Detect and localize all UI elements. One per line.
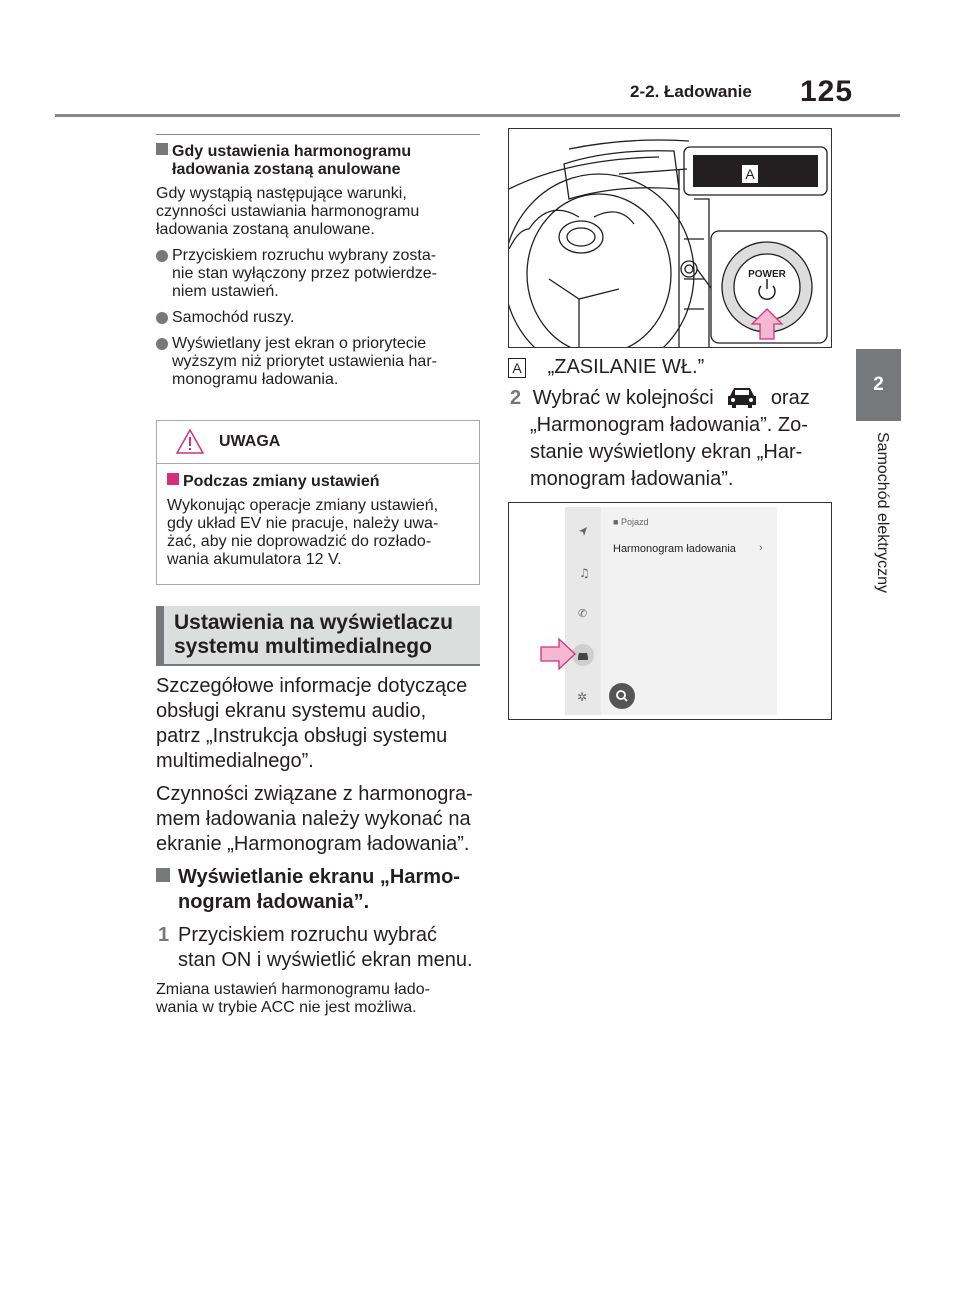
navigation-icon (579, 527, 587, 536)
header-divider (55, 114, 900, 117)
step-1: 1 Przyciskiem rozruchu wybrać stan ON i wyświetlić ekran menu. (158, 924, 473, 971)
cancel-bullet: Przyciskiem rozruchu wybrany zosta- nie stan wyłączony przez potwierdze- niem ustawień. (156, 247, 480, 301)
power-label: POWER (748, 269, 786, 280)
search-button[interactable] (609, 683, 635, 709)
callout-label-a: A (741, 164, 759, 184)
cancel-section (156, 143, 480, 389)
warning-title: UWAGA (219, 433, 281, 450)
menu-sidebar (565, 507, 601, 715)
section-heading-band (156, 606, 480, 664)
sub-heading: Wyświetlanie ekranu „Harmo- nogram ładowania”. (156, 865, 480, 915)
chapter-title: Samochód elektryczny (874, 432, 891, 593)
caption-a-label: A (508, 358, 526, 378)
phone-icon: ✆ (578, 607, 588, 620)
section-heading: Ustawienia na wyświetlaczu systemu multimedialnego (174, 611, 453, 658)
dashboard-illustration (508, 128, 832, 348)
warning-heading: Podczas zmiany ustawień (167, 473, 472, 491)
category-label: ■ Pojazd (613, 517, 649, 527)
car-icon (578, 653, 588, 660)
square-marker-icon (167, 473, 179, 485)
warning-box (156, 420, 480, 585)
paragraph: Szczegółowe informacje dotyczące obsługi ekranu systemu audio, patrz „Instrukcja obsługi systemu multimedialnego”. (156, 675, 468, 772)
step-2: 2 Wybrać w kolejności oraz „Harmonogram ładowania”. Zo- stanie wyświetlony ekran „Har- monogram ładowania”. (510, 384, 840, 493)
menu-item-charging-schedule[interactable]: Harmonogram ładowania (613, 543, 736, 555)
section-title: 2-2. Ładowanie (630, 82, 752, 101)
cancel-intro: Gdy wystąpią następujące warunki, czynności ustawiania harmonogramu ładowania zostaną anulowane. (156, 185, 420, 238)
cancel-heading: Gdy ustawienia harmonogramu ładowania zostaną anulowane (156, 143, 480, 179)
menu-screen-illustration (508, 502, 832, 720)
caption-a: A „ZASILANIE WŁ.” (508, 356, 704, 378)
music-icon: ♫ (579, 566, 590, 580)
chevron-right-icon: › (759, 542, 763, 554)
cancel-bullet: Samochód ruszy. (156, 309, 480, 327)
cancel-bullet: Wyświetlany jest ekran o priorytecie wyższym niż priorytet ustawienia har- monogramu ładowania. (156, 335, 480, 389)
settings-icon: ✲ (577, 690, 588, 704)
square-marker-icon (156, 868, 170, 882)
multimedia-section (156, 674, 480, 1017)
page-number: 125 (800, 75, 854, 108)
note: Zmiana ustawień harmonogramu łado- wania w trybie ACC nie jest możliwa. (156, 981, 430, 1016)
vehicle-icon (725, 384, 759, 410)
dashboard-drawing (509, 129, 831, 347)
search-icon (609, 683, 635, 709)
square-marker-icon (156, 143, 168, 155)
section-underline (156, 664, 480, 666)
warning-triangle-icon (175, 427, 205, 455)
menu-panel (601, 507, 777, 715)
chapter-tab: 2 (856, 349, 901, 421)
warning-text: Wykonując operacje zmiany ustawień, gdy układ EV nie pracuje, należy uwa- żać, aby nie doprowadzić do rozłado- wania akumulatora 12 V. (167, 497, 439, 568)
section-divider (156, 134, 480, 135)
paragraph: Czynności związane z harmonogra- mem ładowania należy wykonać na ekranie „Harmonogram ładowania”. (156, 783, 473, 855)
pointer-arrow-icon (539, 637, 577, 671)
warning-divider (157, 463, 479, 464)
